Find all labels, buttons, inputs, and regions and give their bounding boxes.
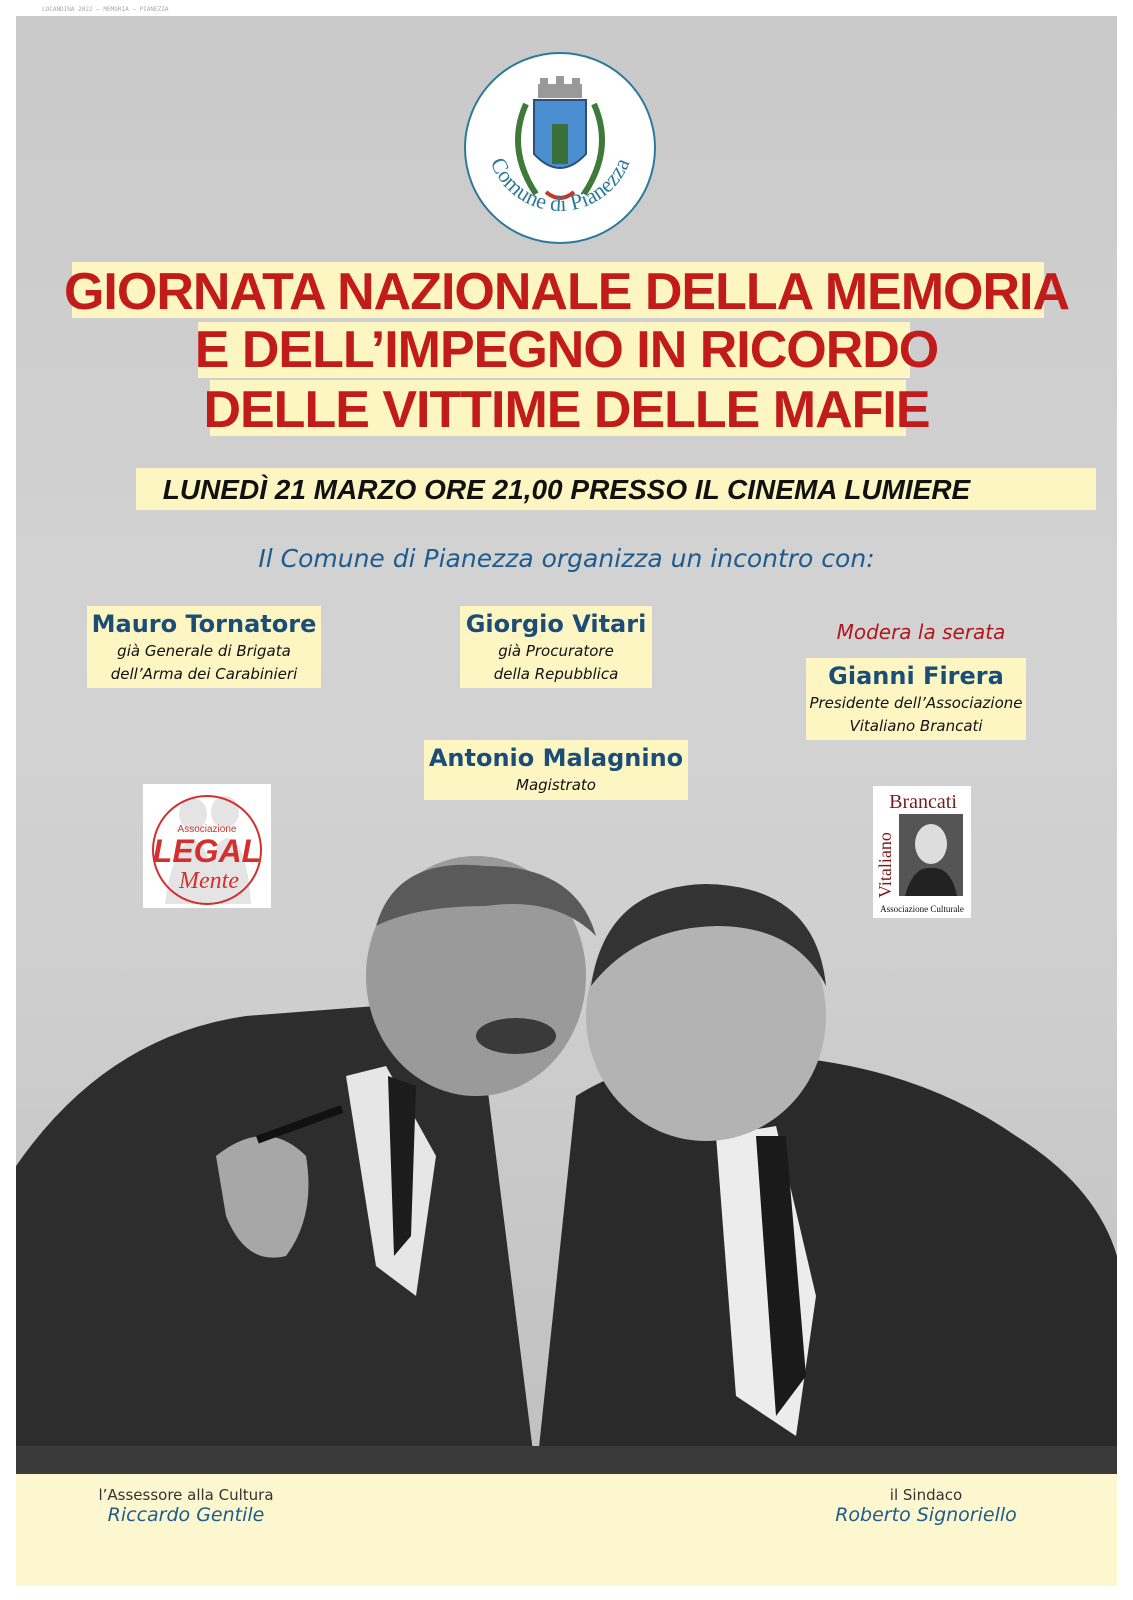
speaker-role: Magistrato bbox=[516, 776, 596, 794]
speaker-card bbox=[460, 606, 652, 688]
sindaco-title: il Sindaco bbox=[889, 1486, 963, 1504]
brancati-bottom-text: Associazione Culturale bbox=[880, 904, 964, 914]
speaker-role: della Repubblica bbox=[493, 665, 619, 683]
sindaco-name: Roberto Signoriello bbox=[835, 1504, 1017, 1526]
speaker-role: già Generale di Brigata bbox=[117, 642, 291, 660]
footer-band bbox=[16, 1474, 1117, 1586]
photo-falcone-borsellino bbox=[16, 836, 1117, 1476]
comune-logo bbox=[464, 52, 656, 244]
moderator-role: Vitaliano Brancati bbox=[849, 717, 983, 735]
moderator-label: Modera la serata bbox=[836, 620, 1006, 644]
brancati-top-text: Brancati bbox=[889, 791, 957, 813]
legal-script-text: Mente bbox=[179, 868, 239, 894]
speaker-name: Antonio Malagnino bbox=[428, 744, 684, 772]
intro-text: Il Comune di Pianezza organizza un incontro con: bbox=[258, 544, 875, 573]
legal-big-text: LEGAL bbox=[152, 833, 262, 869]
logo-text: Comune di Pianezza bbox=[485, 153, 635, 217]
moderator-role: Presidente dell’Associazione bbox=[809, 694, 1023, 712]
brancati-side-text: Vitaliano bbox=[875, 832, 895, 898]
speaker-role: già Procuratore bbox=[498, 642, 614, 660]
moderator-name: Gianni Firera bbox=[828, 662, 1004, 690]
speaker-card bbox=[424, 740, 688, 800]
title-line-3: DELLE VITTIME DELLE MAFIE bbox=[203, 381, 930, 439]
poster bbox=[16, 16, 1117, 1586]
moderator-card bbox=[806, 658, 1026, 740]
sindaco-signature bbox=[816, 1486, 1036, 1526]
coat-of-arms-icon bbox=[466, 54, 654, 242]
legal-small-text: Associazione bbox=[177, 824, 237, 835]
print-slug: LOCANDINA 2022 — MEMORIA — PIANEZZA bbox=[42, 6, 169, 13]
speaker-role: dell’Arma dei Carabinieri bbox=[110, 665, 298, 683]
speaker-name: Mauro Tornatore bbox=[91, 610, 317, 638]
event-date-place: LUNEDÌ 21 MARZO ORE 21,00 PRESSO IL CINEMA LUMIERE bbox=[162, 474, 971, 505]
assessore-name: Riccardo Gentile bbox=[107, 1504, 265, 1526]
title-line-1: GIORNATA NAZIONALE DELLA MEMORIA bbox=[63, 263, 1070, 321]
assessore-title: l’Assessore alla Cultura bbox=[98, 1486, 274, 1504]
assessore-signature bbox=[86, 1486, 286, 1526]
speaker-card bbox=[87, 606, 321, 688]
title-line-2: E DELL’IMPEGNO IN RICORDO bbox=[194, 321, 939, 379]
speaker-name: Giorgio Vitari bbox=[465, 610, 647, 638]
